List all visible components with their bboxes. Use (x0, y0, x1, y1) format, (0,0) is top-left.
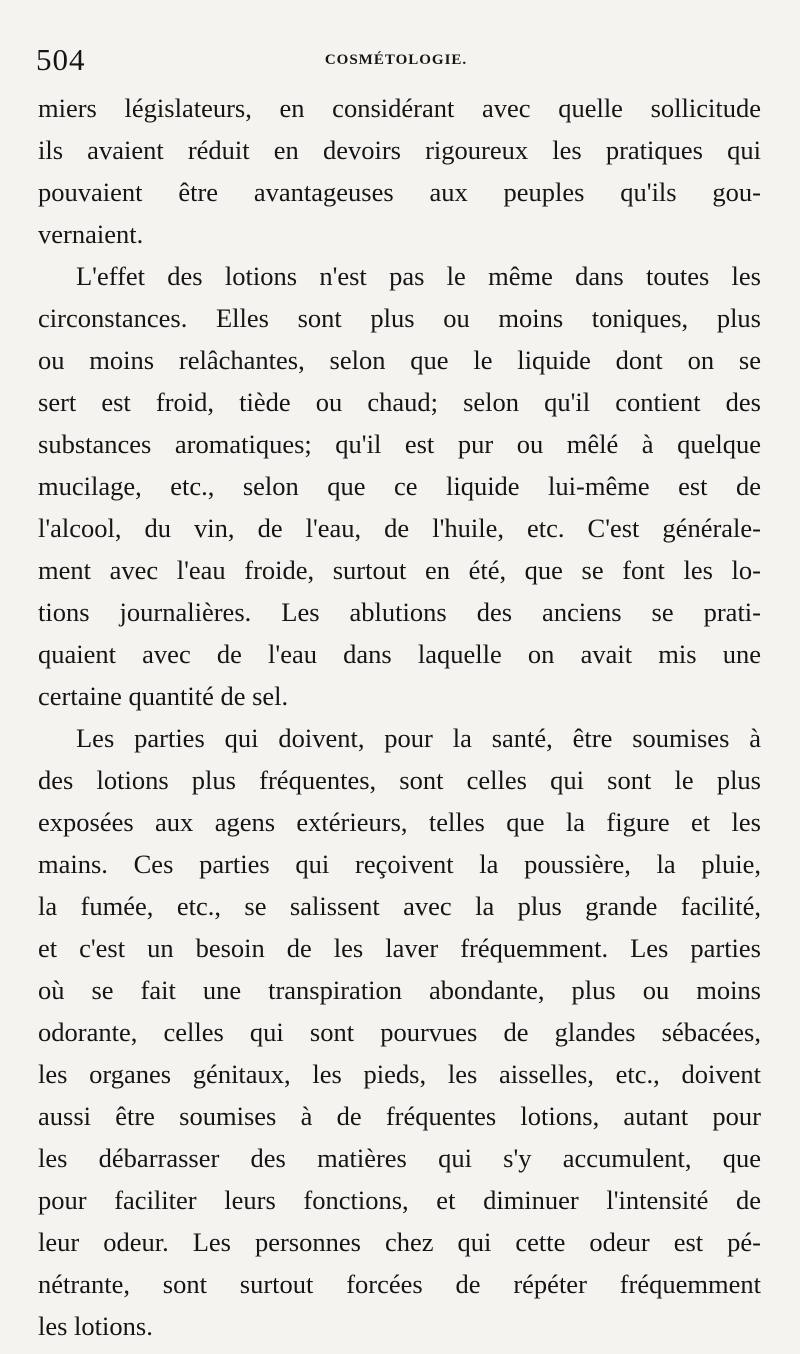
text-line: certaine quantité de sel. (38, 681, 289, 711)
text-line: nétrante, sont surtout forcées de répéter fréquemment (38, 1269, 761, 1299)
text-line: substances aromatiques; qu'il est pur ou mêlé à quelque (38, 429, 761, 459)
text-line: et c'est un besoin de les laver fréquemment. Les parties (38, 933, 761, 963)
paragraph-3 (38, 717, 761, 1347)
text-line: leur odeur. Les personnes chez qui cette odeur est pé- (38, 1227, 761, 1257)
paragraph-1 (38, 87, 761, 255)
text-line: sert est froid, tiède ou chaud; selon qu'il contient des (38, 387, 761, 417)
text-line: les lotions. (38, 1311, 153, 1341)
text-line: miers législateurs, en considérant avec quelle sollicitude (38, 93, 761, 123)
text-line: tions journalières. Les ablutions des anciens se prati- (38, 597, 761, 627)
paragraph-2 (38, 255, 761, 717)
text-line: quaient avec de l'eau dans laquelle on avait mis une (38, 639, 761, 669)
text-line: mains. Ces parties qui reçoivent la poussière, la pluie, (38, 849, 761, 879)
text-line: pour faciliter leurs fonctions, et diminuer l'intensité de (38, 1185, 761, 1215)
text-line: exposées aux agens extérieurs, telles que la figure et les (38, 807, 761, 837)
text-line: odorante, celles qui sont pourvues de glandes sébacées, (38, 1017, 761, 1047)
page-header (32, 42, 760, 82)
text-line: ment avec l'eau froide, surtout en été, que se font les lo- (38, 555, 761, 585)
text-line: aussi être soumises à de fréquentes lotions, autant pour (38, 1101, 761, 1131)
text-line: les débarrasser des matières qui s'y accumulent, que (38, 1143, 761, 1173)
text-line: Les parties qui doivent, pour la santé, être soumises à (76, 723, 761, 753)
text-line: les organes génitaux, les pieds, les aisselles, etc., doivent (38, 1059, 761, 1089)
text-line: vernaient. (38, 219, 144, 249)
text-line: des lotions plus fréquentes, sont celles qui sont le plus (38, 765, 761, 795)
text-line: ils avaient réduit en devoirs rigoureux les pratiques qui (38, 135, 761, 165)
running-head: COSMÉTOLOGIE. (324, 52, 468, 68)
text-line: L'effet des lotions n'est pas le même dans toutes les (76, 261, 761, 291)
page-number: 504 (36, 42, 86, 77)
body-text (38, 87, 761, 1347)
text-line: l'alcool, du vin, de l'eau, de l'huile, etc. C'est générale- (38, 513, 761, 543)
text-line: où se fait une transpiration abondante, plus ou moins (38, 975, 761, 1005)
text-line: circonstances. Elles sont plus ou moins toniques, plus (38, 303, 761, 333)
text-line: pouvaient être avantageuses aux peuples qu'ils gou- (38, 177, 761, 207)
text-line: la fumée, etc., se salissent avec la plus grande facilité, (38, 891, 761, 921)
text-line: ou moins relâchantes, selon que le liquide dont on se (38, 345, 761, 375)
text-line: mucilage, etc., selon que ce liquide lui-même est de (38, 471, 761, 501)
